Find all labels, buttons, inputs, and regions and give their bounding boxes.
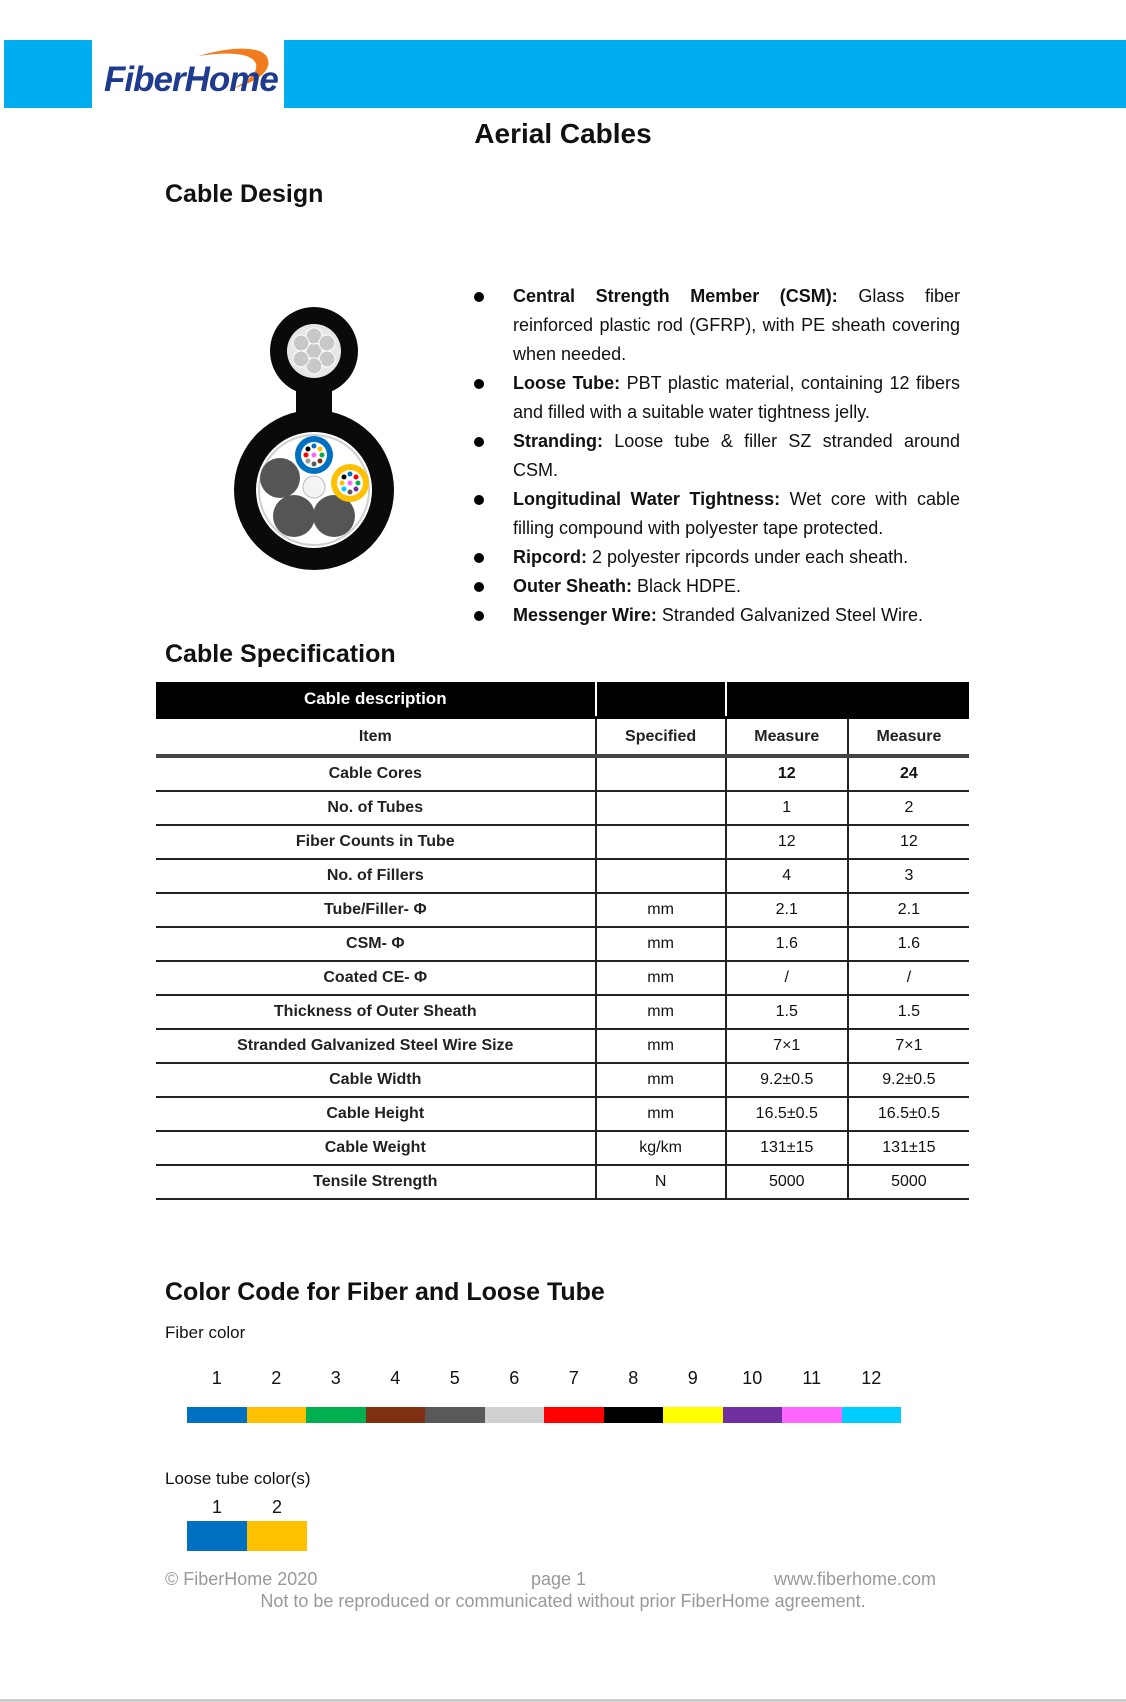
feature-item [470, 485, 960, 543]
feature-term: Outer Sheath: [513, 576, 633, 596]
table-header-row [156, 718, 969, 757]
row-measure: 4 [726, 859, 848, 893]
fiber-color-cell [723, 1367, 783, 1423]
feature-item [470, 369, 960, 427]
tube-swatch [247, 1521, 307, 1551]
row-specified: mm [596, 1029, 726, 1063]
row-item: Cable Cores [156, 756, 596, 791]
tube-number: 1 [211, 1497, 222, 1517]
fiber-color-cell [544, 1367, 604, 1423]
table-row [156, 1131, 969, 1165]
table-row [156, 1097, 969, 1131]
row-item: Cable Weight [156, 1131, 596, 1165]
fiber-number: 1 [211, 1368, 222, 1388]
column-header-specified: Specified [596, 718, 726, 757]
fiber-color-cell [366, 1367, 426, 1423]
fiber-color-cell [842, 1367, 902, 1423]
fiber-color-strip [187, 1367, 901, 1423]
row-measure: 1.6 [726, 927, 848, 961]
table-top-row [156, 682, 969, 718]
feature-text: 2 polyester ripcords under each sheath. [587, 547, 909, 567]
row-item: Tube/Filler- Φ [156, 893, 596, 927]
logo-text: FiberHome [104, 60, 278, 99]
row-measure: 16.5±0.5 [726, 1097, 848, 1131]
row-specified [596, 859, 726, 893]
row-item: Tensile Strength [156, 1165, 596, 1199]
fiber-number: 10 [742, 1368, 763, 1388]
row-measure: 2 [848, 791, 969, 825]
row-measure: 2.1 [848, 893, 969, 927]
feature-item [470, 282, 960, 369]
fiber-color-cell [247, 1367, 307, 1423]
footer-notice: Not to be reproduced or communicated without prior FiberHome agreement. [260, 1591, 866, 1611]
fiber-color-cell [485, 1367, 545, 1423]
row-specified: mm [596, 995, 726, 1029]
row-measure: 7×1 [848, 1029, 969, 1063]
feature-term: Stranding: [513, 431, 603, 451]
footer-page-number: page 1 [531, 1569, 587, 1589]
row-measure: 12 [726, 756, 848, 791]
table-row [156, 791, 969, 825]
row-specified [596, 756, 726, 791]
feature-term: Ripcord: [513, 547, 587, 567]
fiber-swatch [723, 1407, 783, 1423]
row-measure: 2.1 [726, 893, 848, 927]
fiber-number: 3 [330, 1368, 341, 1388]
row-specified: kg/km [596, 1131, 726, 1165]
row-measure: 1 [726, 791, 848, 825]
row-item: Thickness of Outer Sheath [156, 995, 596, 1029]
fiber-color-cell [604, 1367, 664, 1423]
feature-text: Stranded Galvanized Steel Wire. [656, 605, 924, 625]
row-measure: 12 [726, 825, 848, 859]
column-header-measure: Measure [726, 718, 848, 757]
feature-item [470, 543, 960, 572]
header-bar-right [284, 40, 1126, 108]
table-row [156, 1063, 969, 1097]
feature-text: Loose tube & filler SZ stranded around CSM. [513, 431, 960, 480]
row-measure: 7×1 [726, 1029, 848, 1063]
row-measure: 131±15 [726, 1131, 848, 1165]
fiber-number: 6 [509, 1368, 520, 1388]
cable-description-header: Cable description [156, 682, 596, 718]
row-item: Stranded Galvanized Steel Wire Size [156, 1029, 596, 1063]
feature-list [470, 282, 960, 630]
row-specified [596, 791, 726, 825]
row-measure: / [848, 961, 969, 995]
row-measure: 1.5 [726, 995, 848, 1029]
row-item: Fiber Counts in Tube [156, 825, 596, 859]
table-row [156, 1165, 969, 1199]
feature-term: Messenger Wire: [513, 605, 657, 625]
row-measure: 3 [848, 859, 969, 893]
tube-number: 2 [271, 1497, 282, 1517]
feature-item [470, 572, 960, 601]
header-bar-left [4, 40, 92, 108]
row-measure: 12 [848, 825, 969, 859]
fiber-swatch [247, 1407, 307, 1423]
feature-term: Longitudinal Water Tightness: [513, 489, 781, 509]
row-item: Coated CE- Φ [156, 961, 596, 995]
row-measure: 9.2±0.5 [726, 1063, 848, 1097]
table-row [156, 1029, 969, 1063]
fiber-number: 7 [568, 1368, 579, 1388]
feature-text: Glass fiber reinforced plastic rod (GFRP), with PE sheath covering when needed. [513, 286, 961, 364]
row-item: CSM- Φ [156, 927, 596, 961]
fiber-number: 5 [449, 1368, 460, 1388]
fiber-swatch [663, 1407, 723, 1423]
fiber-color-cell [663, 1367, 723, 1423]
fiber-color-cell [306, 1367, 366, 1423]
row-specified: N [596, 1165, 726, 1199]
section-title-cable-design: Cable Design [165, 180, 324, 208]
feature-item [470, 427, 960, 485]
table-top-cell [596, 682, 726, 718]
row-measure: 1.6 [848, 927, 969, 961]
footer-copyright: © FiberHome 2020 [165, 1569, 318, 1589]
fiber-color-cell [782, 1367, 842, 1423]
table-row [156, 756, 969, 791]
row-item: Cable Height [156, 1097, 596, 1131]
fiber-swatch [842, 1407, 902, 1423]
fiber-color-label: Fiber color [165, 1323, 246, 1342]
row-specified: mm [596, 927, 726, 961]
table-top-cell [726, 682, 969, 718]
section-title-cable-specification: Cable Specification [165, 640, 396, 668]
row-specified: mm [596, 961, 726, 995]
feature-text: PBT plastic material, containing 12 fibers and filled with a suitable water tightness jelly. [513, 373, 960, 422]
fiber-swatch [187, 1407, 247, 1423]
fiber-color-cell [187, 1367, 247, 1423]
fiber-swatch [604, 1407, 664, 1423]
footer-website-link[interactable]: www.fiberhome.com [774, 1569, 937, 1589]
row-item: Cable Width [156, 1063, 596, 1097]
fiber-swatch [485, 1407, 545, 1423]
feature-item [470, 601, 960, 630]
row-specified: mm [596, 893, 726, 927]
cable-cross-section-diagram [230, 305, 400, 573]
column-header-measure: Measure [848, 718, 969, 757]
fiber-number: 8 [628, 1368, 639, 1388]
table-row [156, 927, 969, 961]
spec-table [156, 682, 969, 1200]
fiber-number: 11 [802, 1368, 822, 1388]
loose-tube-color-strip [187, 1497, 307, 1551]
section-title-color-code: Color Code for Fiber and Loose Tube [165, 1278, 605, 1306]
fiber-color-cell [425, 1367, 485, 1423]
fiber-number: 4 [390, 1368, 401, 1388]
table-row [156, 825, 969, 859]
row-measure: 5000 [726, 1165, 848, 1199]
row-specified: mm [596, 1063, 726, 1097]
tube-color-cell [247, 1497, 307, 1551]
table-row [156, 995, 969, 1029]
fiber-number: 9 [687, 1368, 698, 1388]
column-header-item: Item [156, 718, 596, 757]
row-measure: 9.2±0.5 [848, 1063, 969, 1097]
table-row [156, 859, 969, 893]
tube-color-cell [187, 1497, 247, 1551]
fiber-number: 2 [271, 1368, 282, 1388]
row-measure: 24 [848, 756, 969, 791]
fiber-number: 12 [861, 1368, 882, 1388]
row-specified: mm [596, 1097, 726, 1131]
row-measure: 16.5±0.5 [848, 1097, 969, 1131]
feature-term: Central Strength Member (CSM): [513, 286, 838, 306]
row-item: No. of Tubes [156, 791, 596, 825]
document-title: Aerial Cables [474, 118, 652, 149]
row-measure: / [726, 961, 848, 995]
fiber-swatch [306, 1407, 366, 1423]
table-row [156, 961, 969, 995]
feature-text: Black HDPE. [632, 576, 742, 596]
table-row [156, 893, 969, 927]
fiber-swatch [425, 1407, 485, 1423]
fiber-swatch [782, 1407, 842, 1423]
row-measure: 131±15 [848, 1131, 969, 1165]
tube-swatch [187, 1521, 247, 1551]
fiberhome-logo [98, 42, 283, 108]
fiber-swatch [366, 1407, 426, 1423]
row-measure: 1.5 [848, 995, 969, 1029]
row-specified [596, 825, 726, 859]
row-measure: 5000 [848, 1165, 969, 1199]
row-item: No. of Fillers [156, 859, 596, 893]
feature-term: Loose Tube: [513, 373, 621, 393]
feature-text: Wet core with cable filling compound with polyester tape protected. [513, 489, 960, 538]
loose-tube-color-label: Loose tube color(s) [165, 1469, 311, 1488]
fiber-swatch [544, 1407, 604, 1423]
